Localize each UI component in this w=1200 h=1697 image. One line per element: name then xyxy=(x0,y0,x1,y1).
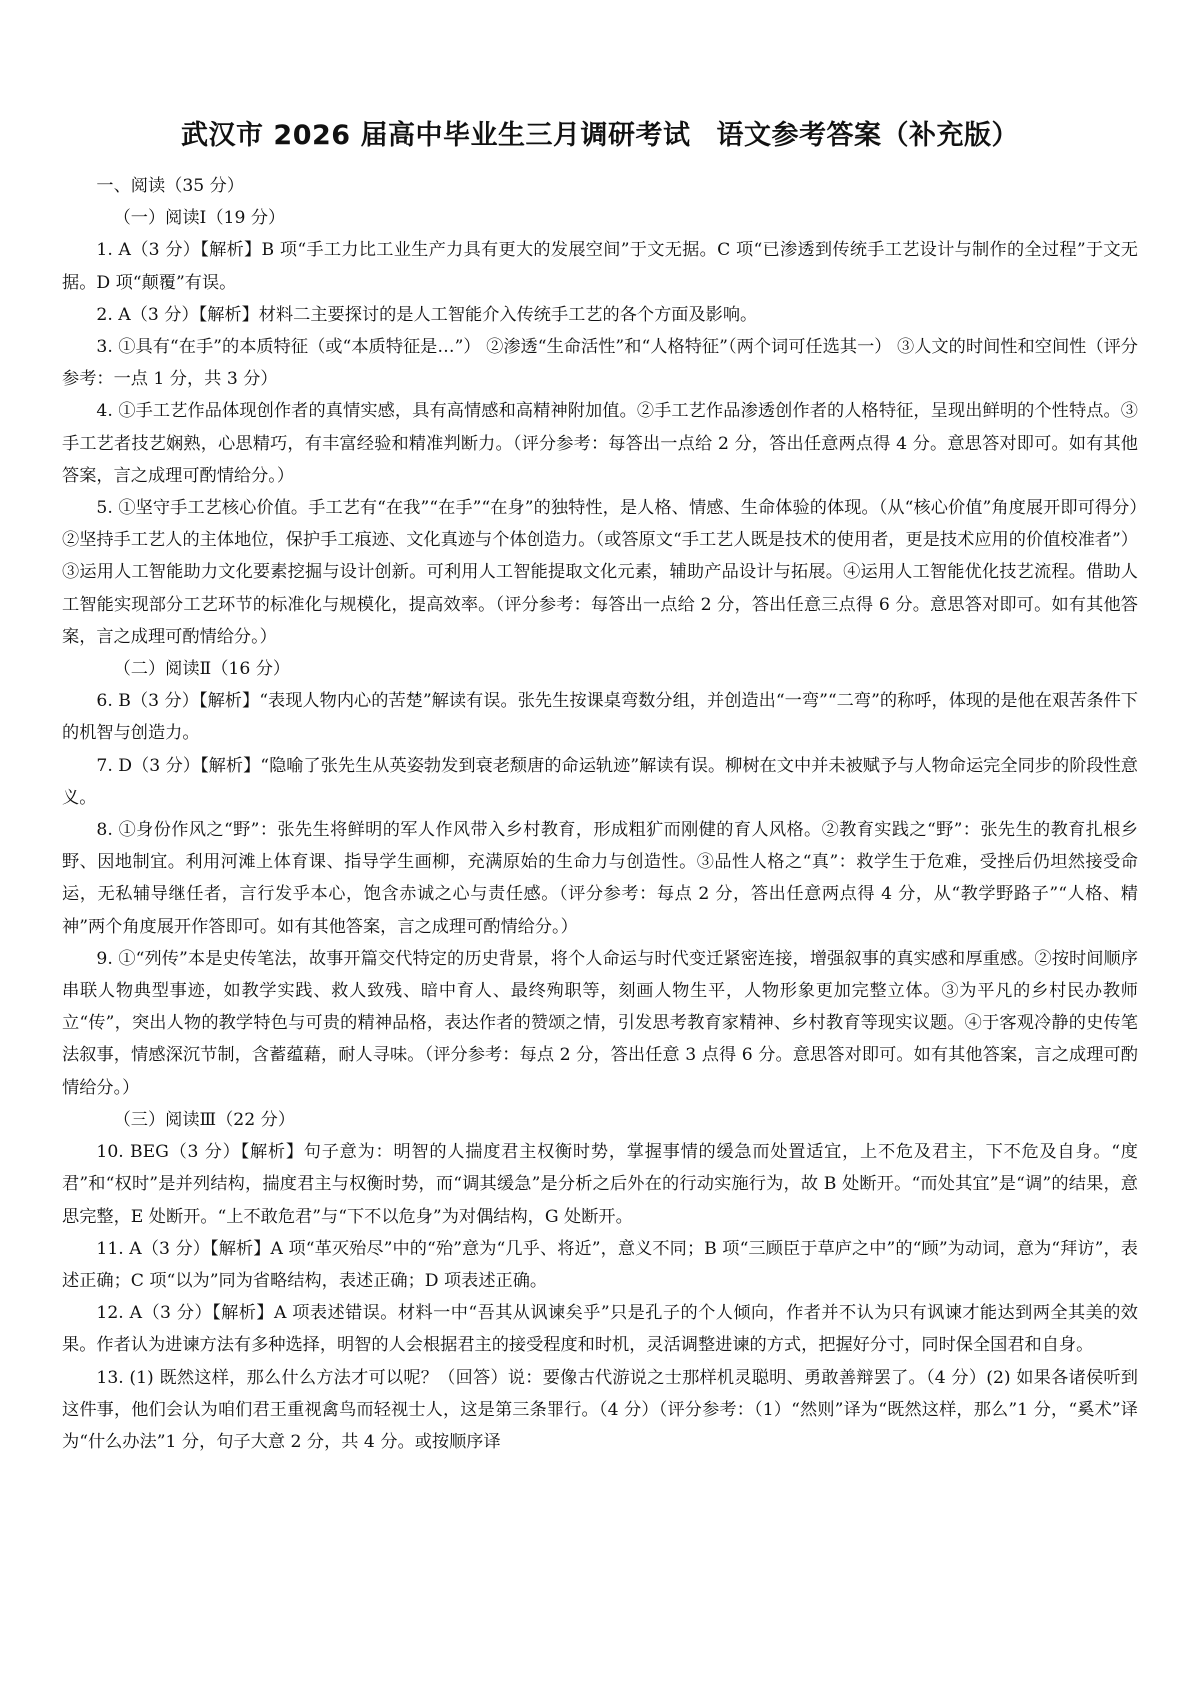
answer-q1: 1. A（3 分）【解析】B 项“手工力比工业生产力具有更大的发展空间”于文无据。C 项“已渗透到传统手工艺设计与制作的全过程”于文无据。D 项“颠覆”有误。 xyxy=(62,240,1138,293)
answer-q5: 5. ①坚守手工艺核心价值。手工艺有“在我”“在手”“在身”的独特性，是人格、情感、生命体验的体现。（从“核心价值”角度展开即可得分）②坚持手工艺人的主体地位，保护手工痕迹、文化真迹与个体创造力。（或答原文“手工艺人既是技术的使用者，更是技术应用的价值校准者”）③运用人工智能助力文化要素挖掘与设计创新。可利用人工智能提取文化元素，辅助产品设计与拓展。④运用人工智能优化技艺流程。借助人工智能实现部分工艺环节的标准化与规模化，提高效率。（评分参考：每答出一点给 2 分，答出任意三点得 6 分。意思答对即可。如有其他答案，言之成理可酌情给分。） xyxy=(62,498,1138,647)
document-title xyxy=(62,118,1138,154)
answer-q10: 10. BEG（3 分）【解析】句子意为：明智的人揣度君主权衡时势，掌握事情的缓急而处置适宜，上不危及君主，下不危及自身。“度君”和“权时”是并列结构，揣度君主与权衡时势，而“调其缓急”是分析之后外在的行动实施行为，故 B 处断开。“而处其宜”是“调”的结果，意思完整，E 处断开。“上不敢危君”与“下不以危身”为对偶结构，G 处断开。 xyxy=(62,1142,1138,1227)
answer-q6: 6. B（3 分）【解析】“表现人物内心的苦楚”解读有误。张先生按课桌弯数分组，并创造出“一弯”“二弯”的称呼，体现的是他在艰苦条件下的机智与创造力。 xyxy=(62,691,1138,744)
section-heading-reading: 一、阅读（35 分） xyxy=(96,176,245,196)
title-exam-name: 武汉市 2026 届高中毕业生三月调研考试 xyxy=(181,120,691,151)
answer-q13: 13. (1) 既然这样，那么什么方法才可以呢？（回答）说：要像古代游说之士那样机灵聪明、勇敢善辩罢了。（4 分）(2) 如果各诸侯听到这件事，他们会认为咱们君王重视禽鸟而轻视士人，这是第三条罪行。（4 分）（评分参考：（1）“然则”译为“既然这样，那么”1 分，“奚术”译为“什么办法”1 分，句子大意 2 分，共 4 分。或按顺序译 xyxy=(62,1367,1138,1452)
answer-q2: 2. A（3 分）【解析】材料二主要探讨的是人工智能介入传统手工艺的各个方面及影响。 xyxy=(96,304,758,325)
answer-q3: 3. ①具有“在手”的本质特征（或“本质特征是…”） ②渗透“生命活性”和“人格特征”（两个词可任选其一） ③人文的时间性和空间性（评分参考：一点 1 分，共 3 分） xyxy=(62,337,1138,390)
answer-q11: 11. A（3 分）【解析】A 项“革灭殆尽”中的“殆”意为“几乎、将近”，意义不同；B 项“三顾臣于草庐之中”的“顾”为动词，意为“拜访”，表述正确；C 项“以为”同为省略结构，表述正确；D 项表述正确。 xyxy=(62,1238,1138,1291)
answer-q12: 12. A（3 分）【解析】A 项表述错误。材料一中“吾其从讽谏矣乎”只是孔子的个人倾向，作者并不认为只有讽谏才能达到两全其美的效果。作者认为进谏方法有多种选择，明智的人会根据君主的接受程度和时机，灵活调整进谏的方式，把握好分寸，同时保全国君和自身。 xyxy=(62,1303,1138,1356)
answer-q4: 4. ①手工艺作品体现创作者的真情实感，具有高情感和高精神附加值。②手工艺作品渗透创作者的人格特征，呈现出鲜明的个性特点。③手工艺者技艺娴熟，心思精巧，有丰富经验和精准判断力。（评分参考：每答出一点给 2 分，答出任意两点得 4 分。意思答对即可。如有其他答案，言之成理可酌情给分。） xyxy=(62,401,1138,486)
subsection-heading-reading-3: （三）阅读Ⅲ（22 分） xyxy=(113,1109,296,1130)
answer-q7: 7. D（3 分）【解析】“隐喻了张先生从英姿勃发到衰老颓唐的命运轨迹”解读有误。柳树在文中并未被赋予与人物命运完全同步的阶段性意义。 xyxy=(62,755,1138,808)
answer-q8: 8. ①身份作风之“野”：张先生将鲜明的军人作风带入乡村教育，形成粗犷而刚健的育人风格。②教育实践之“野”：张先生的教育扎根乡野、因地制宜。利用河滩上体育课、指导学生画柳，充满原始的生命力与创造性。③品性人格之“真”：救学生于危难，受挫后仍坦然接受命运，无私辅导继任者，言行发乎本心，饱含赤诚之心与责任感。（评分参考：每点 2 分，答出任意两点得 4 分，从“教学野路子”“人格、精神”两个角度展开作答即可。如有其他答案，言之成理可酌情给分。） xyxy=(62,820,1138,937)
subsection-heading-reading-1: （一）阅读Ⅰ（19 分） xyxy=(113,208,286,229)
title-answer-key: 语文参考答案（补充版） xyxy=(716,120,1019,151)
answer-body xyxy=(62,170,1138,1458)
answer-q9: 9. ①“列传”本是史传笔法，故事开篇交代特定的历史背景，将个人命运与时代变迁紧密连接，增强叙事的真实感和厚重感。②按时间顺序串联人物典型事迹，如教学实践、救人致残、暗中育人、最终殉职等，刻画人物生平，人物形象更加完整立体。③为平凡的乡村民办教师立“传”，突出人物的教学特色与可贵的精神品格，表达作者的赞颂之情，引发思考教育家精神、乡村教育等现实议题。④于客观冷静的史传笔法叙事，情感深沉节制，含蓄蕴藉，耐人寻味。（评分参考：每点 2 分，答出任意 3 点得 6 分。意思答对即可。如有其他答案，言之成理可酌情给分。） xyxy=(62,948,1138,1098)
subsection-heading-reading-2: （二）阅读Ⅱ（16 分） xyxy=(113,659,291,680)
